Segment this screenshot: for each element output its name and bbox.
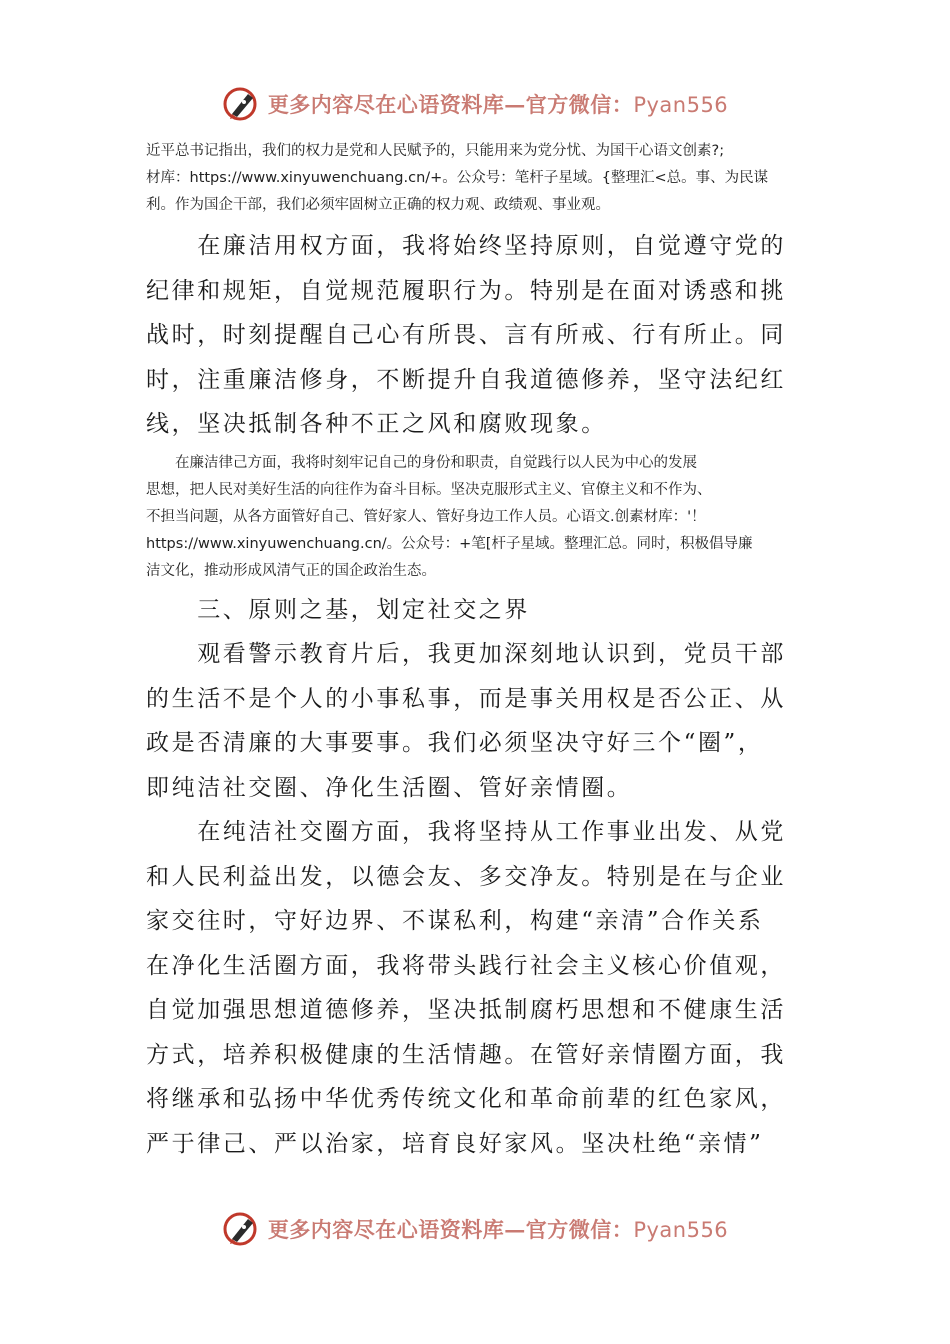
p4-line: 的生活不是个人的小事私事，而是事关用权是否公正、从 — [146, 685, 786, 712]
p5-line: 将继承和弘扬中华优秀传统文化和革命前辈的红色家风， — [146, 1086, 786, 1112]
p5-line: 在纯洁社交圈方面，我将坚持从工作事业出发、从党 — [146, 819, 786, 845]
p2-line: 战时，时刻提醒自己心有所畏、言有所戒、行有所止。同 — [146, 322, 786, 348]
p4-line: 即纯洁社交圈、净化生活圈、管好亲情圈。 — [146, 774, 633, 801]
footer-wechat-id: Pyan556 — [633, 1218, 729, 1242]
section-heading-3: 三、原则之基，划定社交之界 — [146, 596, 530, 623]
p2-line: 纪律和规矩，自觉规范履职行为。特别是在面对诱惑和挑 — [146, 277, 786, 304]
header-banner-cn: 更多内容尽在心语资料库—官方微信： — [267, 92, 634, 117]
header-banner — [0, 82, 950, 126]
p1-line: 近平总书记指出，我们的权力是党和人民赋予的，只能用来为党分忧、为国干心语文创素?; — [146, 143, 725, 159]
p3-line: 不担当问题，从各方面管好自己、管好家人、管好身边工作人员。心语文.创素材库：'！ — [146, 508, 706, 525]
footer-banner-text — [268, 1214, 728, 1244]
p5-line: 方式，培养积极健康的生活情趣。在管好亲情圈方面，我 — [146, 1041, 786, 1068]
p1-line: 材库：https://www.xinyuwenchuang.cn/+。公众号：笔杆子星域。{整理汇<总。事、为民谋 — [146, 170, 769, 186]
header-banner-text — [268, 89, 728, 119]
p3-line: https://www.xinyuwenchuang.cn/。公众号：+笔[杆子星域。整理汇总。同时，积极倡导廉 — [146, 535, 753, 552]
p2-line: 在廉洁用权方面，我将始终坚持原则，自觉遵守党的 — [146, 233, 786, 259]
p3-line: 洁文化，推动形成风清气正的国企政治生态。 — [146, 562, 436, 579]
header-wechat-id: Pyan556 — [633, 93, 729, 117]
pen-nib-logo-icon — [222, 1209, 262, 1249]
p5-line: 家交往时，守好边界、不谋私利，构建“亲清”合作关系 — [146, 908, 764, 934]
pen-nib-logo-icon — [222, 84, 262, 124]
p5-line: 在净化生活圈方面，我将带头践行社会主义核心价值观， — [146, 952, 786, 979]
document-body — [146, 138, 814, 1166]
p4-line: 政是否清廉的大事要事。我们必须坚决守好三个“圈”， — [146, 730, 764, 756]
p2-line: 时，注重廉洁修身，不断提升自我道德修养，坚守法纪红 — [146, 366, 786, 393]
footer-banner — [0, 1207, 950, 1251]
footer-banner-cn: 更多内容尽在心语资料库—官方微信： — [267, 1217, 634, 1242]
p3-line: 在廉洁律己方面，我将时刻牢记自己的身份和职责，自觉践行以人民为中心的发展 — [146, 454, 697, 471]
p5-line: 严于律己、严以治家，培育良好家风。坚决杜绝“亲情” — [146, 1130, 764, 1157]
p2-line: 线，坚决抵制各种不正之风和腐败现象。 — [146, 411, 607, 437]
p5-line: 和人民利益出发，以德会友、多交净友。特别是在与企业 — [146, 863, 786, 890]
p5-line: 自觉加强思想道德修养，坚决抵制腐朽思想和不健康生活 — [146, 997, 786, 1023]
p3-line: 思想，把人民对美好生活的向往作为奋斗目标。坚决克服形式主义、官僚主义和不作为、 — [146, 481, 712, 498]
p4-line: 观看警示教育片后，我更加深刻地认识到，党员干部 — [146, 641, 786, 667]
p1-line: 利。作为国企干部，我们必须牢固树立正确的权力观、政绩观、事业观。 — [146, 197, 610, 213]
